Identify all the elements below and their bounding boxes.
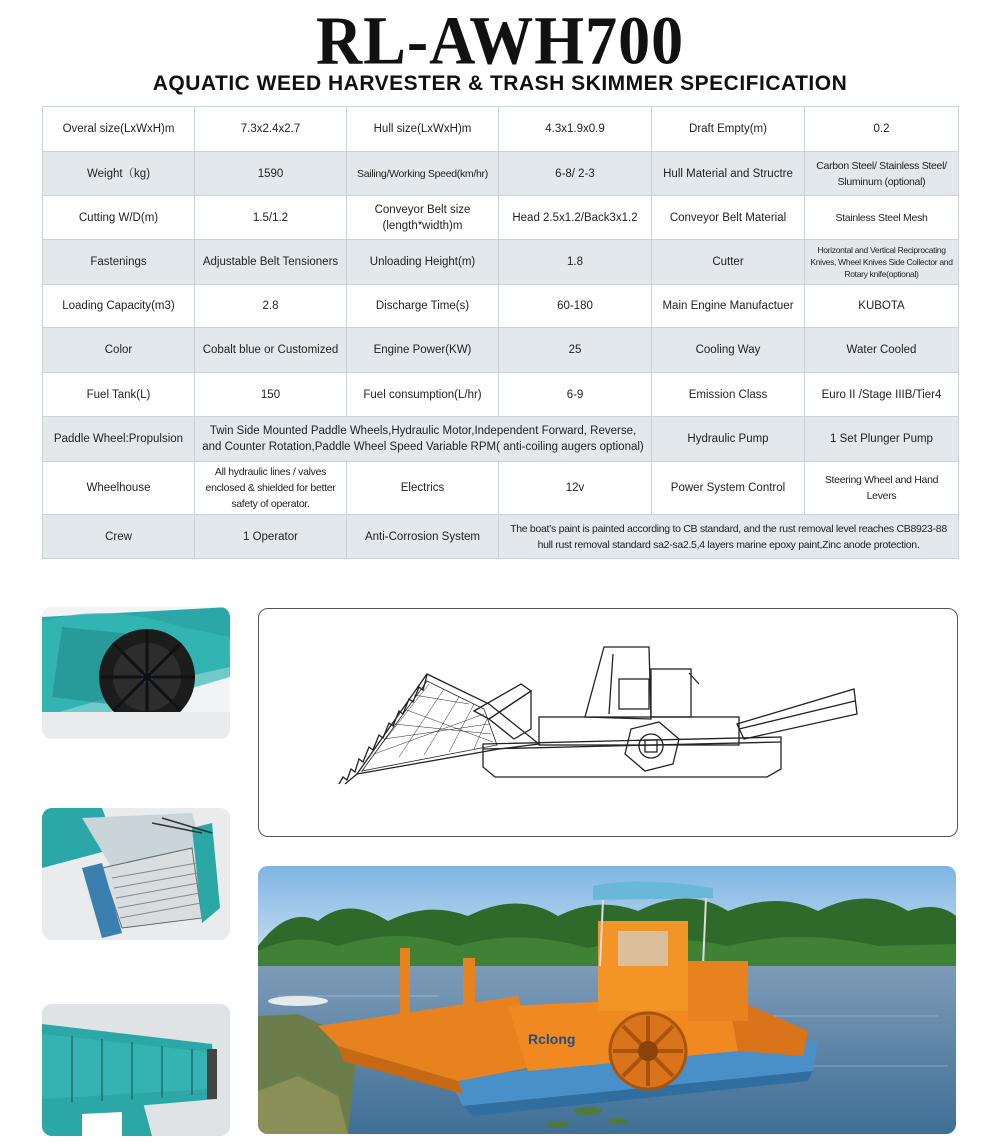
spec-value: KUBOTA [805,285,959,328]
spec-value: 2.8 [195,285,347,328]
spec-value: 60-180 [499,285,652,328]
spec-label: Color [43,328,195,373]
spec-label: Hull size(LxWxH)m [347,107,499,152]
spec-value: Adjustable Belt Tensioners [195,240,347,285]
table-row [43,417,959,462]
spec-value: 1.8 [499,240,652,285]
table-row [43,240,959,285]
spec-label: Engine Power(KW) [347,328,499,373]
spec-label: Discharge Time(s) [347,285,499,328]
spec-label: Fastenings [43,240,195,285]
spec-value: All hydraulic lines / valves enclosed & shielded for better safety of operator. [195,462,347,515]
page-subtitle: AQUATIC WEED HARVESTER & TRASH SKIMMER SPECIFICATION [152,72,848,95]
spec-label: Overal size(LxWxH)m [43,107,195,152]
spec-value: Carbon Steel/ Stainless Steel/ Sluminum (optional) [805,152,959,196]
spec-value: Water Cooled [805,328,959,373]
table-row [43,107,959,152]
table-row [43,462,959,515]
table-row [43,196,959,240]
spec-label: Electrics [347,462,499,515]
spec-label: Loading Capacity(m3) [43,285,195,328]
spec-value: 1590 [195,152,347,196]
spec-value: Steering Wheel and Hand Levers [805,462,959,515]
spec-label: Crew [43,515,195,559]
harvester-line-drawing [258,608,958,837]
spec-value: Horizontal and Vertical Reciprocating Knives, Wheel Knives Side Collector and Rotary knife(optional) [805,240,959,285]
spec-label: Fuel consumption(L/hr) [347,373,499,417]
hull-frame-render [42,1004,230,1136]
spec-value: 0.2 [805,107,959,152]
spec-label: Hull Material and Structre [652,152,805,196]
spec-label: Main Engine Manufactuer [652,285,805,328]
brand-logo-text: Rclong [528,1031,576,1047]
spec-label: Wheelhouse [43,462,195,515]
spec-value: Twin Side Mounted Paddle Wheels,Hydraulic Motor,Independent Forward, Reverse, and Counter Rotation,Paddle Wheel Speed Variable RPM( anti-coiling augers optional) [195,417,652,462]
spec-label: Unloading Height(m) [347,240,499,285]
spec-value: Stainless Steel Mesh [805,196,959,240]
spec-table [42,106,959,559]
harvester-photo [258,866,956,1134]
spec-value: 1.5/1.2 [195,196,347,240]
table-row [43,328,959,373]
spec-value: 7.3x2.4x2.7 [195,107,347,152]
spec-label: Draft Empty(m) [652,107,805,152]
spec-value: 1 Operator [195,515,347,559]
spec-value: 1 Set Plunger Pump [805,417,959,462]
page-title: RL-AWH700 [315,2,685,79]
spec-value: 4.3x1.9x0.9 [499,107,652,152]
table-row [43,515,959,559]
spec-value: Head 2.5x1.2/Back3x1.2 [499,196,652,240]
table-row [43,152,959,196]
spec-label: Cutting W/D(m) [43,196,195,240]
spec-label: Power System Control [652,462,805,515]
table-row [43,373,959,417]
spec-label: Conveyor Belt size (length*width)m [347,196,499,240]
spec-label: Conveyor Belt Material [652,196,805,240]
spec-label: Hydraulic Pump [652,417,805,462]
table-row [43,285,959,328]
spec-value: 6-9 [499,373,652,417]
spec-label: Weight（kg) [43,152,195,196]
spec-value: The boat’s paint is painted according to CB standard, and the rust removal level reaches CB8923-88 hull rust removal standard sa2-sa2.5,4 layers marine epoxy paint,Zinc anode protection. [499,515,959,559]
spec-label: Cutter [652,240,805,285]
spec-value: Cobalt blue or Customized [195,328,347,373]
spec-value: 150 [195,373,347,417]
spec-label: Anti-Corrosion System [347,515,499,559]
conveyor-render [42,808,230,940]
paddle-wheel-render [42,607,230,739]
spec-label: Fuel Tank(L) [43,373,195,417]
spec-label: Paddle Wheel:Propulsion [43,417,195,462]
spec-label: Cooling Way [652,328,805,373]
spec-value: 25 [499,328,652,373]
spec-value: Euro II /Stage IIIB/Tier4 [805,373,959,417]
spec-label: Emission Class [652,373,805,417]
spec-label: Sailing/Working Speed(km/hr) [347,152,499,196]
spec-value: 12v [499,462,652,515]
spec-value: 6-8/ 2-3 [499,152,652,196]
